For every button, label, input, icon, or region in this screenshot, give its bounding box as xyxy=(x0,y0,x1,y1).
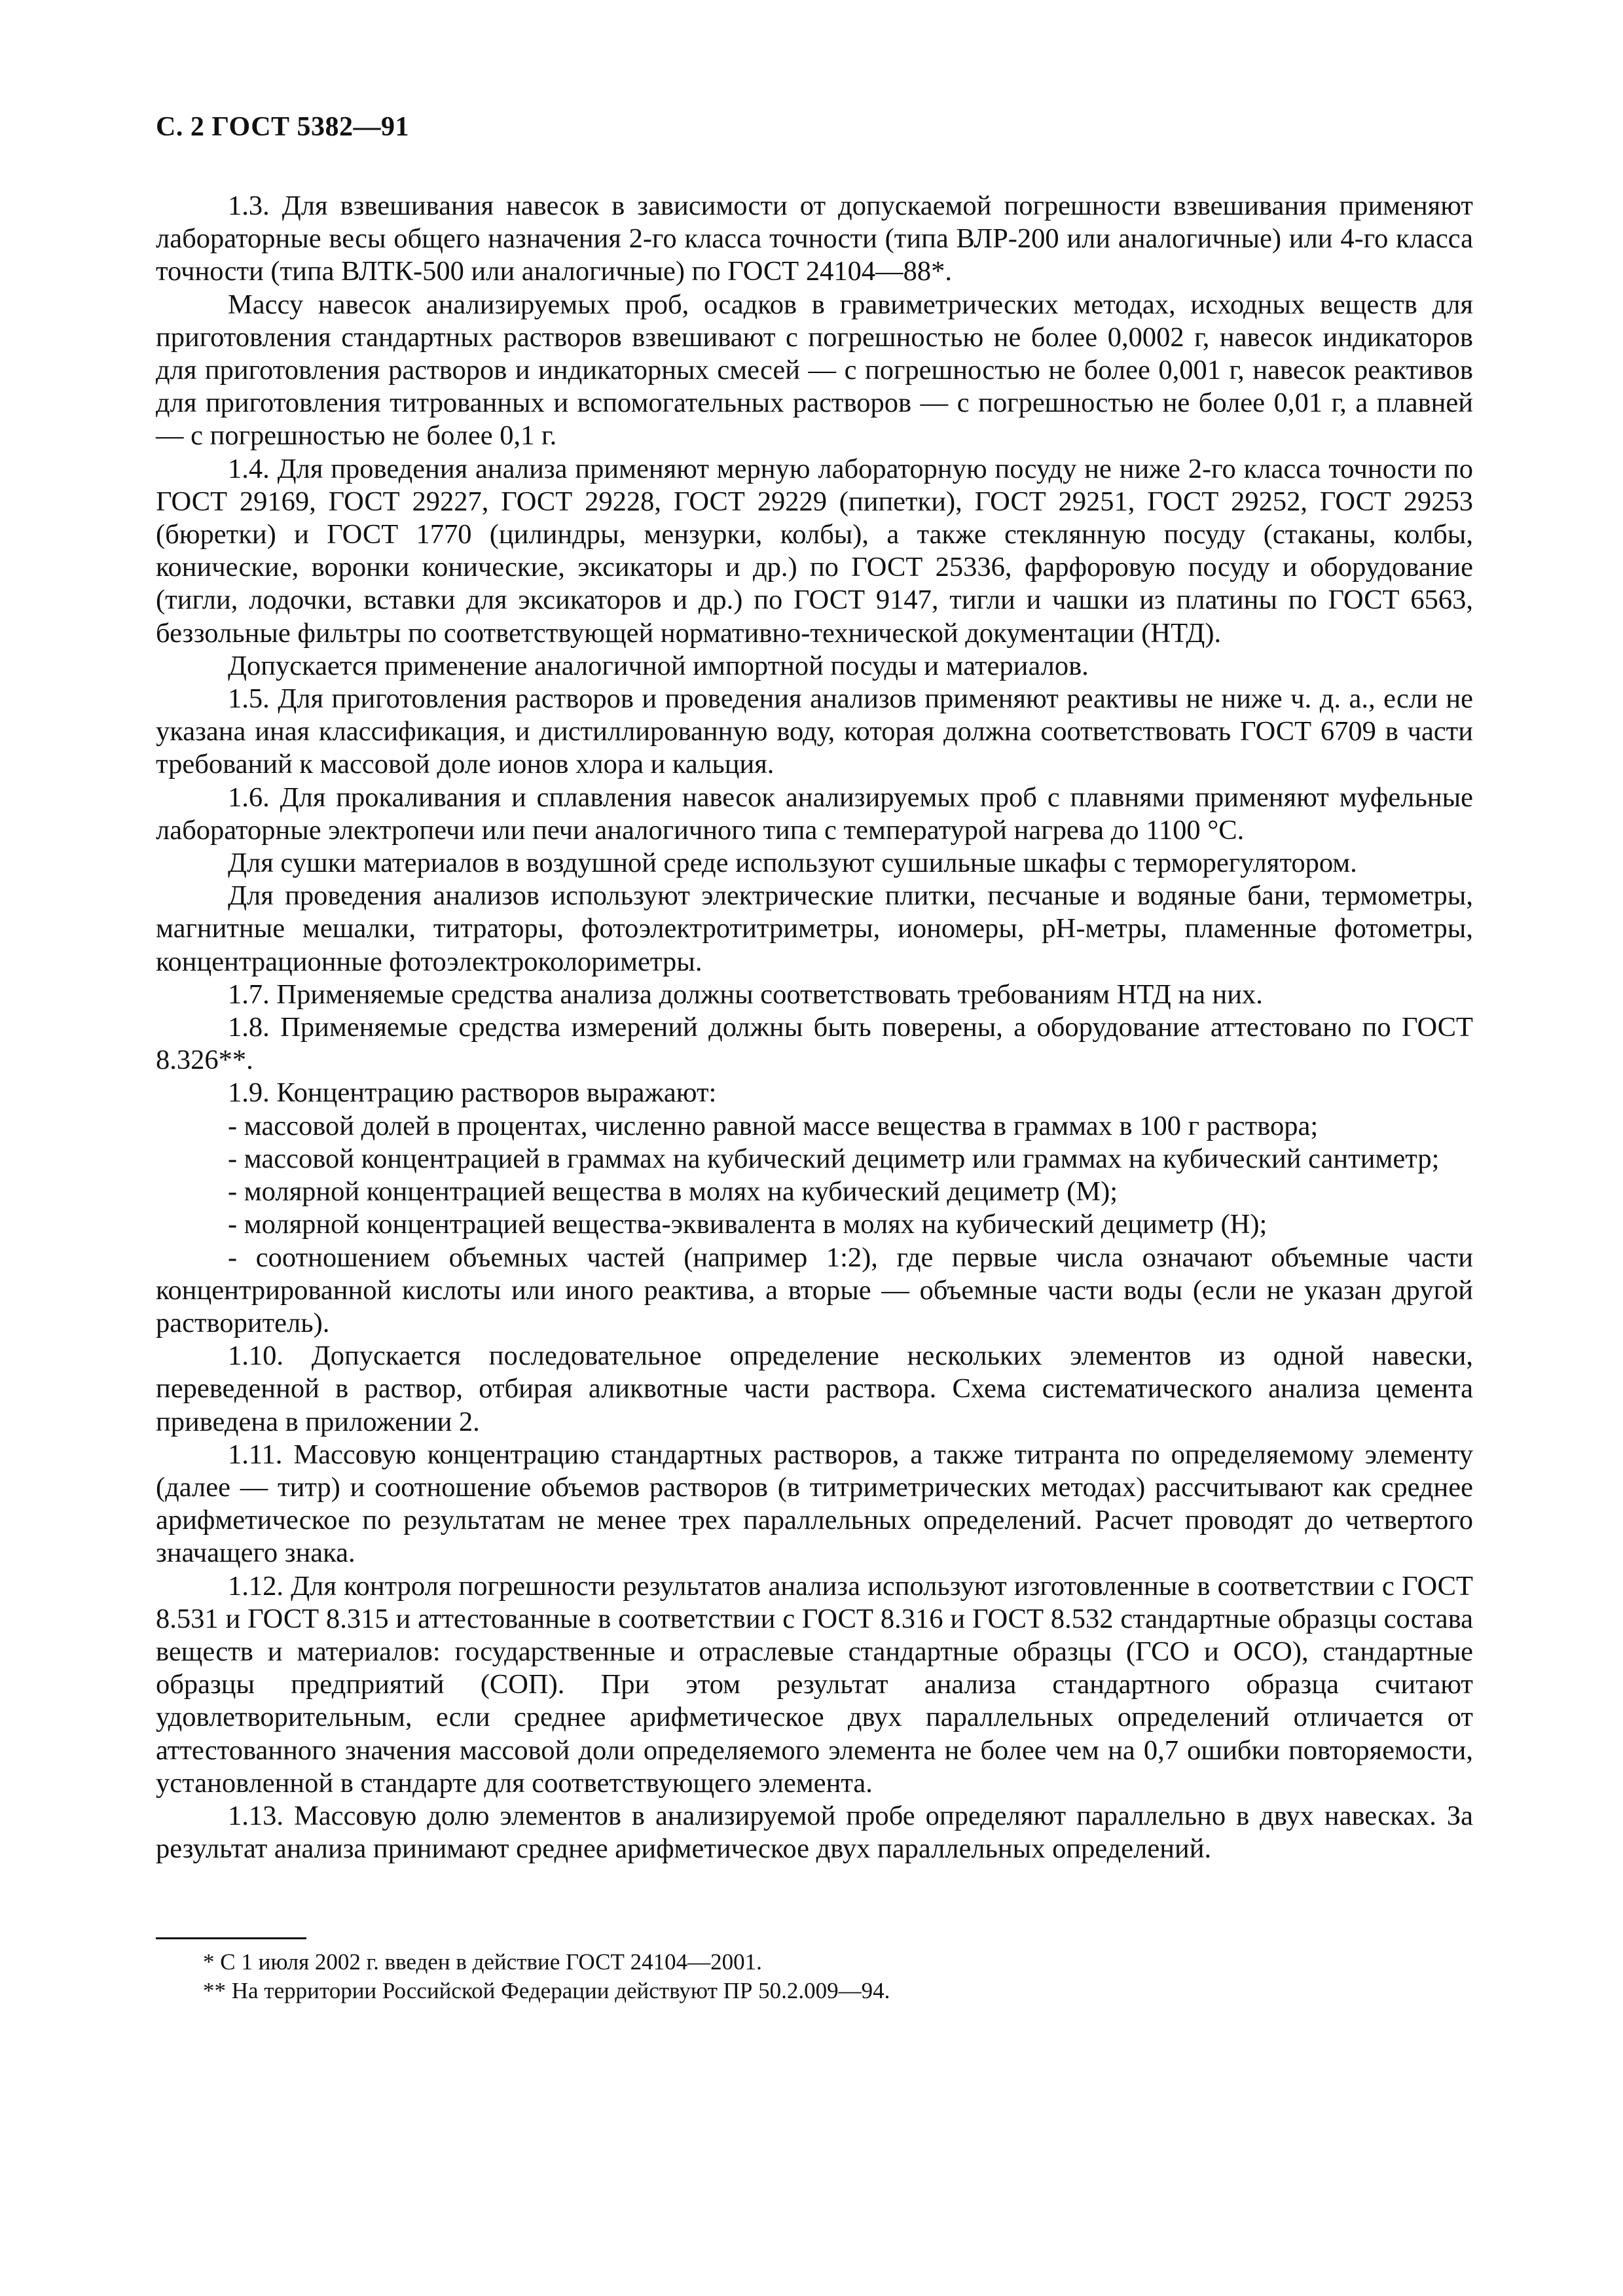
paragraph-1-9: 1.9. Концентрацию растворов выражают: xyxy=(228,1077,717,1109)
footnote-2: ** На территории Российской Федерации действуют ПР 50.2.009—94. xyxy=(203,1978,890,2003)
paragraph-1-4-import: Допускается применение аналогичной импортной посуды и материалов. xyxy=(228,650,1089,681)
list-item-mass-fraction: - массовой долей в процентах, численно равной массе вещества в граммах в 100 г раствора; xyxy=(228,1110,1319,1141)
footnote-1: * С 1 июля 2002 г. введен в действие ГОСТ 24104—2001. xyxy=(203,1949,762,1975)
paragraph-1-10: 1.10. Допускается последовательное определение нескольких элементов из одной навески, переведенной в раствор, отбирая аликвотные части раствора. Схема систематического анализа цемента приведена в приложении 2. xyxy=(156,1340,1473,1437)
list-item-volume-ratio: - соотношением объемных частей (например 1:2), где первые числа означают объемные части концентрированной кислоты или иного реактива, а вторые — объемные части воды (если не указан другой растворитель). xyxy=(156,1242,1473,1338)
paragraph-1-6-drying: Для сушки материалов в воздушной среде используют сушильные шкафы с терморегулятором. xyxy=(228,848,1357,879)
paragraph-1-5: 1.5. Для приготовления растворов и проведения анализов применяют реактивы не ниже ч. д. а., если не указана иная классификация, и дистиллированную воду, которая должна соответствовать ГОСТ 6709 в части требований к массовой доле ионов хлора и кальция. xyxy=(156,683,1473,780)
paragraph-1-13: 1.13. Массовую долю элементов в анализируемой пробе определяют параллельно в двух навесках. За результат анализа принимают среднее арифметическое двух параллельных определений. xyxy=(156,1800,1473,1865)
footnote-divider xyxy=(156,1937,306,1939)
list-item-mass-concentration: - массовой концентрацией в граммах на кубический дециметр или граммах на кубический сантиметр; xyxy=(228,1143,1440,1174)
paragraph-1-3: 1.3. Для взвешивания навесок в зависимости от допускаемой погрешности взвешивания применяют лабораторные весы общего назначения 2-го класса точности (типа ВЛР-200 или аналогичные) или 4-го класса точности (типа ВЛТК-500 или аналогичные) по ГОСТ 24104—88*. xyxy=(156,190,1473,287)
footnotes xyxy=(156,1948,1473,2005)
paragraph-1-6: 1.6. Для прокаливания и сплавления навесок анализируемых проб с плавнями применяют муфельные лабораторные электропечи или печи аналогичного типа с температурой нагрева до 1100 °С. xyxy=(156,781,1473,846)
paragraph-1-6-equipment: Для проведения анализов используют электрические плитки, песчаные и водяные бани, термометры, магнитные мешалки, титраторы, фотоэлектротитриметры, иономеры, рН-метры, пламенные фотометры, концентрационные фотоэлектроколориметры. xyxy=(156,880,1473,977)
running-header: С. 2 ГОСТ 5382—91 xyxy=(156,112,410,142)
paragraph-1-4: 1.4. Для проведения анализа применяют мерную лабораторную посуду не ниже 2-го класса точности по ГОСТ 29169, ГОСТ 29227, ГОСТ 29228, ГОСТ 29229 (пипетки), ГОСТ 29251, ГОСТ 29252, ГОСТ 29253 (бюретки) и ГОСТ 1770 (цилиндры, мензурки, колбы), а также стеклянную посуду (стаканы, колбы, конические, воронки конические, эксикаторы и др.) по ГОСТ 25336, фарфоровую посуду и оборудование (тигли, лодочки, вставки для эксикаторов и др.) по ГОСТ 9147, тигли и чашки из платины по ГОСТ 6563, беззольные фильтры по соответствующей нормативно-технической документации (НТД). xyxy=(156,453,1473,649)
body-text xyxy=(156,190,1473,1865)
paragraph-1-11: 1.11. Массовую концентрацию стандартных растворов, а также титранта по определяемому элементу (далее — титр) и соотношение объемов растворов (в титриметрических методах) рассчитывают как среднее арифметическое по результатам не менее трех параллельных определений. Расчет проводят до четвертого значащего знака. xyxy=(156,1439,1473,1569)
paragraph-1-7: 1.7. Применяемые средства анализа должны соответствовать требованиям НТД на них. xyxy=(228,978,1263,1010)
list-item-molar-concentration: - молярной концентрацией вещества в молях на кубический дециметр (М); xyxy=(228,1176,1118,1208)
paragraph-1-8: 1.8. Применяемые средства измерений должны быть поверены, а оборудование аттестовано по ГОСТ 8.326**. xyxy=(156,1012,1473,1076)
list-item-equivalent-concentration: - молярной концентрацией вещества-эквивалента в молях на кубический дециметр (Н); xyxy=(228,1209,1267,1240)
paragraph-1-3-mass: Массу навесок анализируемых проб, осадков в гравиметрических методах, исходных веществ для приготовления стандартных растворов взвешивают с погрешностью не более 0,0002 г, навесок индикаторов для приготовления растворов и индикаторных смесей — с погрешностью не более 0,001 г, навесок реактивов для приготовления титрованных и вспомогательных растворов — с погрешностью не более 0,01 г, а плавней — с погрешностью не более 0,1 г. xyxy=(156,289,1473,452)
paragraph-1-12: 1.12. Для контроля погрешности результатов анализа используют изготовленные в соответствии с ГОСТ 8.531 и ГОСТ 8.315 и аттестованные в соответствии с ГОСТ 8.316 и ГОСТ 8.532 стандартные образцы состава веществ и материалов: государственные и отраслевые стандартные образцы (ГСО и ОСО), стандартные образцы предприятий (СОП). При этом результат анализа стандартного образца считают удовлетворительным, если среднее арифметическое двух параллельных определений отличается от аттестованного значения массовой доли определяемого элемента не более чем на 0,7 ошибки повторяемости, установленной в стандарте для соответствующего элемента. xyxy=(156,1570,1473,1799)
